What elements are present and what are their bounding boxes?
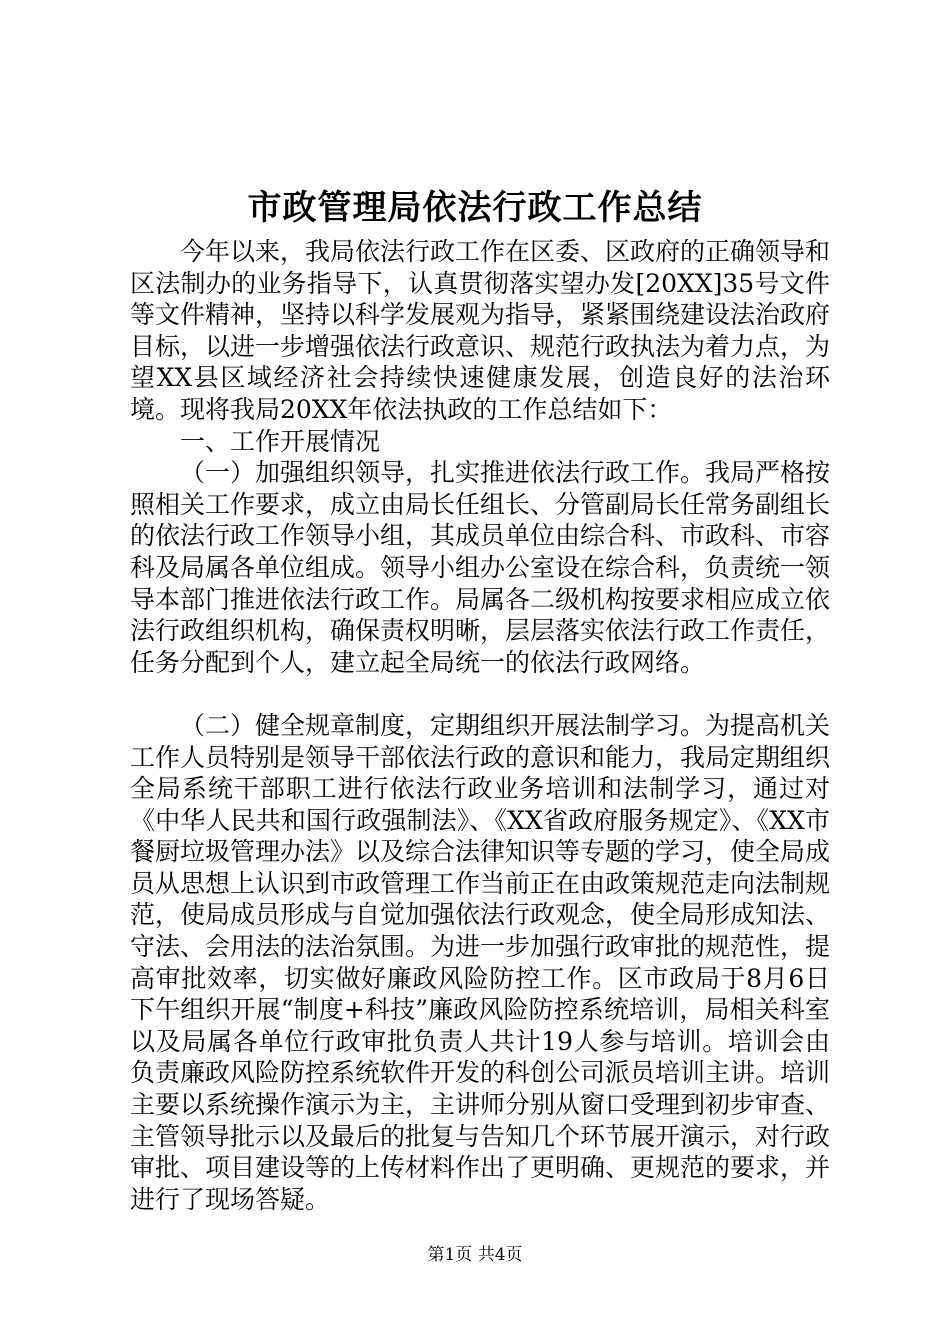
section-1-paragraph: （一）加强组织领导，扎实推进依法行政工作。我局严格按照相关工作要求，成立由局长任组长、分管副局长任常务副组长的依法行政工作领导小组，其成员单位由综合科、市政科、市容科及局属各单位组成。领导小组办公室设在综合科，负责统一领导本部门推进依法行政工作。局属各二级机构按要求相应成立依法行政组织机构，确保责权明晰，层层落实依法行政工作责任，任务分配到个人，建立起全局统一的依法行政网络。 [130,458,831,677]
document-body [130,236,830,1215]
document-title: 市政管理局依法行政工作总结 [247,188,703,228]
section-2-paragraph: （二）健全规章制度，定期组织开展法制学习。为提高机关工作人员特别是领导干部依法行政的意识和能力，我局定期组织全局系统干部职工进行依法行政业务培训和法制学习，通过对《中华人民共和国行政强制法》、《XX省政府服务规定》、《XX市餐厨垃圾管理办法》以及综合法律知识等专题的学习，使全局成员从思想上认识到市政管理工作当前正在由政策规范走向法制规范，使局成员形成与自觉加强依法行政观念，使全局形成知法、守法、会用法的法治氛围。为进一步加强行政审批的规范性，提高审批效率，切实做好廉政风险防控工作。区市政局于8月6日下午组织开展“制度+科技”廉政风险防控系统培训，局相关科室以及局属各单位行政审批负责人共计19人参与培训。培训会由负责廉政风险防控系统软件开发的科创公司派员培训主讲。培训主要以系统操作演示为主，主讲师分别从窗口受理到初步审查、主管领导批示以及最后的批复与告知几个环节展开演示，对行政审批、项目建设等的上传材料作出了更明确、更规范的要求，并进行了现场答疑。 [130,710,831,1214]
section-heading: 一、工作开展情况 [180,426,381,456]
intro-paragraph: 今年以来，我局依法行政工作在区委、区政府的正确领导和区法制办的业务指导下，认真贯彻落实望办发[20XX]35号文件等文件精神，坚持以科学发展观为指导，紧紧围绕建设法治政府目标，以进一步增强依法行政意识、规范行政执法为着力点，为望XX县区域经济社会持续快速健康发展，创造良好的法治环境。现将我局20XX年依法执政的工作总结如下： [130,237,831,424]
page-number: 第1页 共4页 [427,1245,523,1265]
